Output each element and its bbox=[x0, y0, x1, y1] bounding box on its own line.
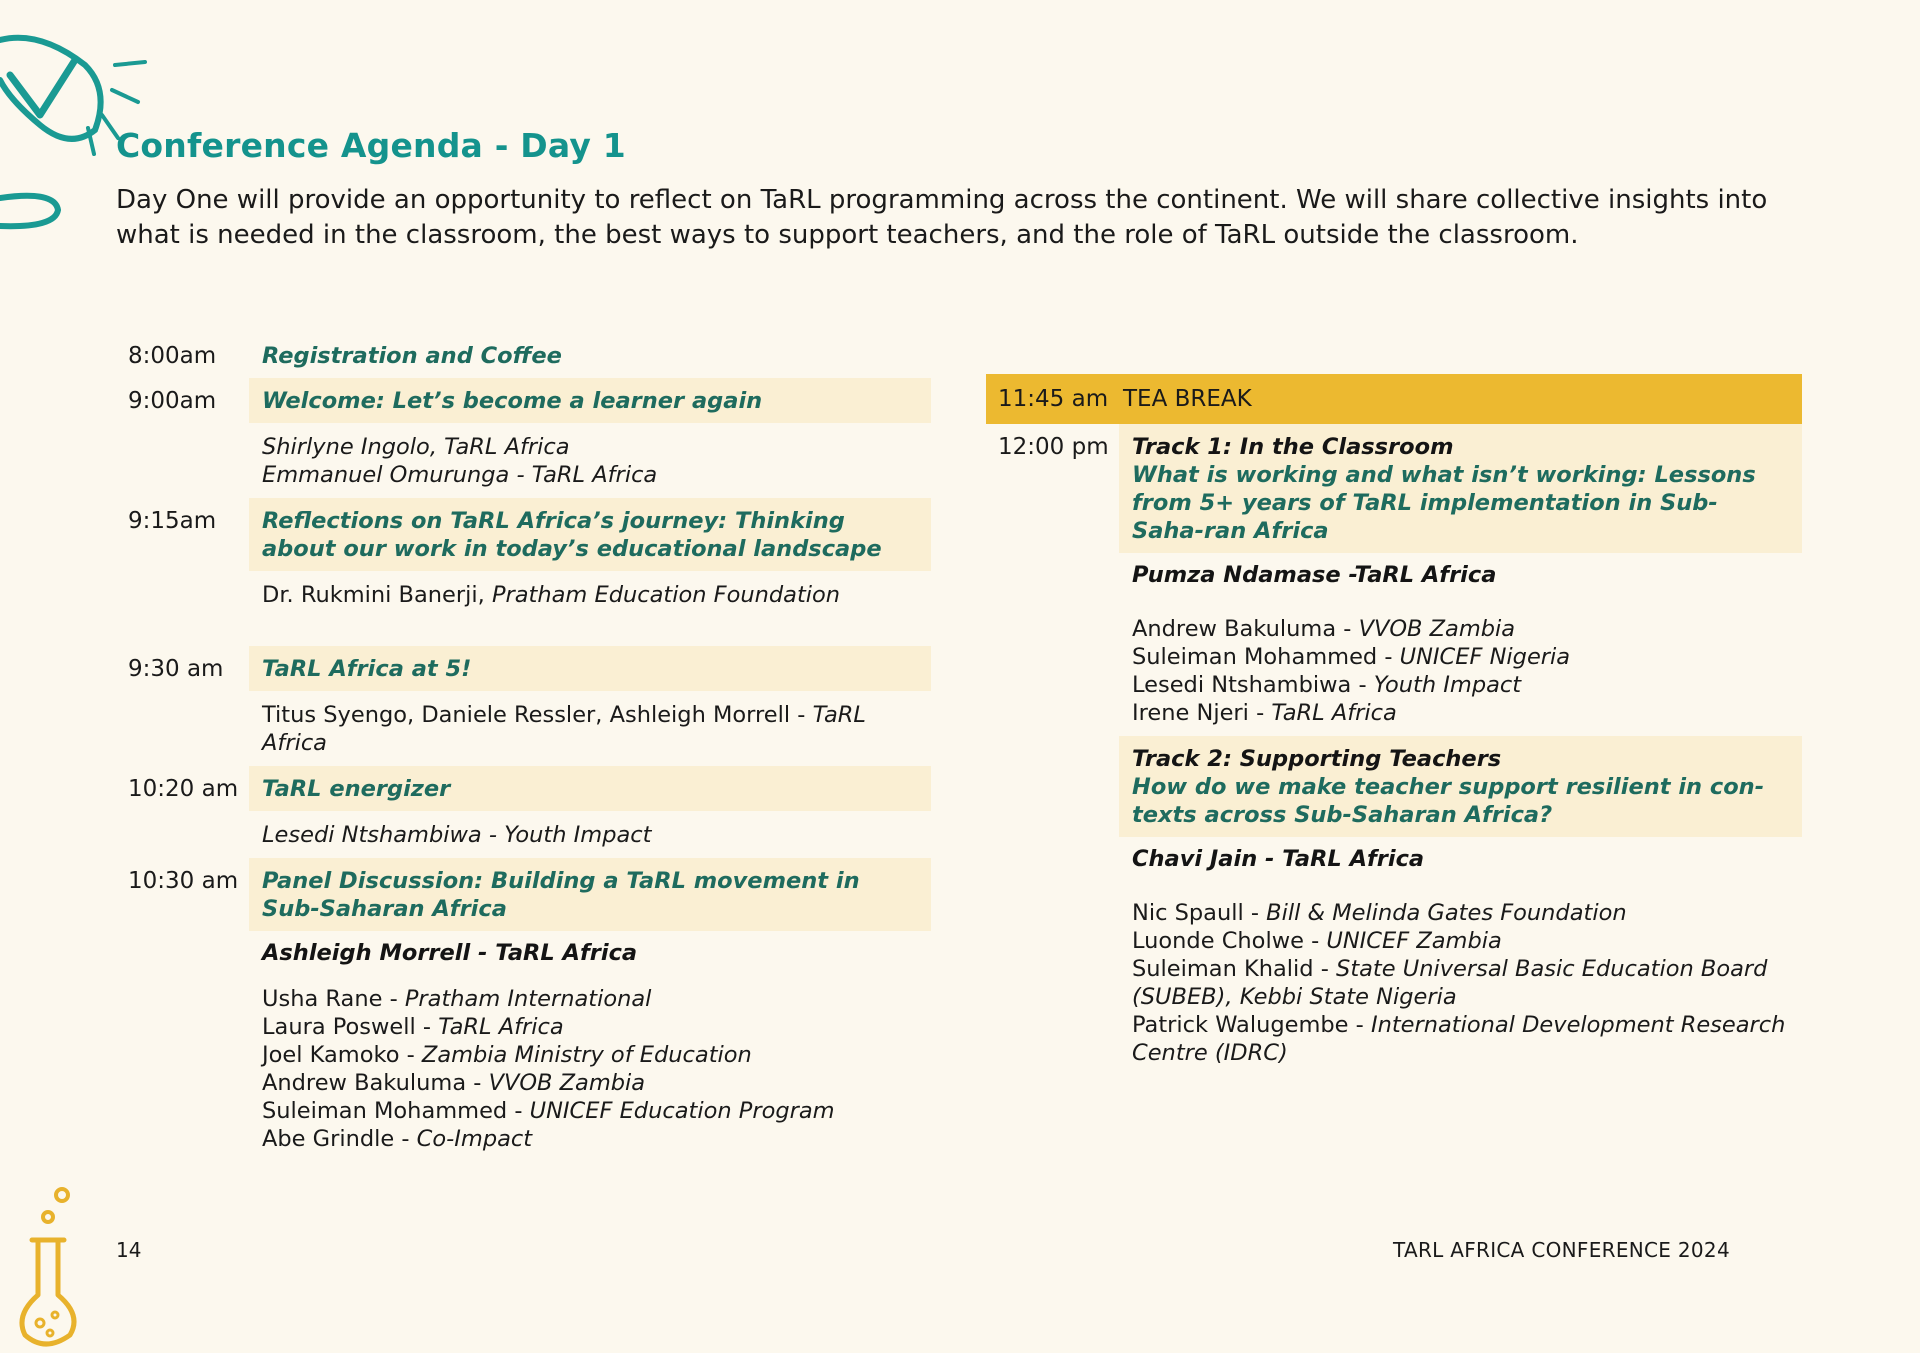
speaker-name: Lesedi Ntshambiwa - bbox=[1132, 672, 1367, 698]
speaker-org: International Development Research Centre (IDRC) bbox=[1132, 1012, 1786, 1066]
session-row bbox=[986, 424, 1802, 1076]
speaker bbox=[262, 1125, 918, 1153]
page-title: Conference Agenda - Day 1 bbox=[116, 126, 626, 165]
session-time: 11:45 am bbox=[998, 386, 1109, 412]
speaker-name: Suleiman Khalid - bbox=[1132, 956, 1329, 982]
speaker-org: TaRL Africa bbox=[262, 702, 866, 756]
speaker-org: State Universal Basic Education Board (SUBEB), Kebbi State Nigeria bbox=[1132, 956, 1768, 1010]
speaker-org: TaRL Africa bbox=[438, 1014, 564, 1040]
speaker-org: Co-Impact bbox=[416, 1126, 533, 1152]
speaker bbox=[262, 581, 918, 609]
speaker-name: Luonde Cholwe - bbox=[1132, 928, 1320, 954]
session-time: 12:00 pm bbox=[998, 434, 1109, 460]
speaker-name: Titus Syengo, Daniele Ressler, Ashleigh Morrell - bbox=[262, 702, 806, 728]
flask-doodle-icon bbox=[10, 1185, 90, 1353]
session-time: 8:00am bbox=[128, 343, 217, 369]
session-time: 10:30 am bbox=[128, 868, 239, 894]
speaker-list bbox=[249, 811, 931, 858]
speaker: Emmanuel Omurunga - TaRL Africa bbox=[262, 462, 658, 488]
speaker-org: Zambia Ministry of Education bbox=[421, 1042, 752, 1068]
speaker-org: Bill & Melinda Gates Foundation bbox=[1266, 900, 1627, 926]
speaker bbox=[262, 1069, 918, 1097]
moderator: Pumza Ndamase -TaRL Africa bbox=[1132, 562, 1497, 588]
speaker-name: Nic Spaull - bbox=[1132, 900, 1259, 926]
speaker-org: UNICEF Zambia bbox=[1326, 928, 1502, 954]
session-time: 9:00am bbox=[128, 388, 217, 414]
speaker-name: Irene Njeri - bbox=[1132, 700, 1265, 726]
speaker: Lesedi Ntshambiwa - Youth Impact bbox=[262, 822, 652, 848]
speaker-list bbox=[249, 975, 931, 1162]
speaker bbox=[1132, 671, 1789, 699]
speaker-org: UNICEF Education Program bbox=[529, 1098, 835, 1124]
session-row bbox=[116, 378, 931, 498]
agenda-left-column bbox=[116, 333, 931, 1162]
track-2-box bbox=[1119, 736, 1802, 837]
speaker-name: Abe Grindle - bbox=[262, 1126, 410, 1152]
intro-paragraph: Day One will provide an opportunity to reflect on TaRL programming across the continent. We will share collective insights into what is needed in the classroom, the best ways to support teachers, and the role of TaRL outside the classroom. bbox=[116, 185, 1768, 250]
session-title: What is working and what isn’t working: Lessons from 5+ years of TaRL implementation in Sub-Saha-ran Africa bbox=[1132, 462, 1756, 544]
track-1-box bbox=[1119, 424, 1802, 553]
session-row bbox=[116, 766, 931, 858]
speaker-list bbox=[249, 423, 931, 498]
speaker-list bbox=[1119, 881, 1802, 1076]
speaker-name: Joel Kamoko - bbox=[262, 1042, 415, 1068]
speaker-org: Pratham Education Foundation bbox=[491, 582, 841, 608]
session-time: 10:20 am bbox=[128, 776, 239, 802]
speaker-org: VVOB Zambia bbox=[488, 1070, 646, 1096]
speaker-name: Laura Poswell - bbox=[262, 1014, 432, 1040]
speaker bbox=[1132, 927, 1789, 955]
speaker-name: Suleiman Mohammed - bbox=[1132, 644, 1393, 670]
session-title: Welcome: Let’s become a learner again bbox=[249, 378, 931, 423]
moderator: Chavi Jain - TaRL Africa bbox=[1132, 846, 1425, 872]
speaker bbox=[1132, 643, 1789, 671]
session-title: Panel Discussion: Building a TaRL movement in Sub-Saharan Africa bbox=[249, 858, 931, 931]
speaker bbox=[262, 1097, 918, 1125]
speaker bbox=[1132, 1011, 1789, 1067]
speaker-org: UNICEF Nigeria bbox=[1399, 644, 1571, 670]
speaker-name: Dr. Rukmini Banerji, bbox=[262, 582, 485, 608]
session-title: Registration and Coffee bbox=[262, 343, 562, 369]
speaker bbox=[262, 985, 918, 1013]
speaker-name: Andrew Bakuluma - bbox=[1132, 616, 1352, 642]
speaker-name: Usha Rane - bbox=[262, 986, 398, 1012]
session-row bbox=[116, 333, 931, 378]
speaker-name: Patrick Walugembe - bbox=[1132, 1012, 1364, 1038]
speaker bbox=[1132, 899, 1789, 927]
agenda-right-column bbox=[986, 374, 1802, 1076]
footer-title: TARL AFRICA CONFERENCE 2024 bbox=[1393, 1238, 1730, 1262]
page-number: 14 bbox=[116, 1238, 142, 1262]
speaker-list bbox=[249, 571, 931, 618]
session-row bbox=[116, 858, 931, 1162]
track-label: Track 1: In the Classroom bbox=[1132, 434, 1454, 460]
speaker-org: Youth Impact bbox=[1373, 672, 1522, 698]
session-title: TaRL energizer bbox=[249, 766, 931, 811]
track-label: Track 2: Supporting Teachers bbox=[1132, 746, 1502, 772]
tea-break-bar bbox=[986, 374, 1802, 424]
session-title: Reflections on TaRL Africa’s journey: Thinking about our work in today’s educational landscape bbox=[249, 498, 931, 571]
speaker: Shirlyne Ingolo, TaRL Africa bbox=[262, 434, 570, 460]
session-time: 9:30 am bbox=[128, 656, 224, 682]
speaker-org: Pratham International bbox=[404, 986, 652, 1012]
speaker-org: VVOB Zambia bbox=[1358, 616, 1516, 642]
tea-break-label: TEA BREAK bbox=[1123, 386, 1252, 412]
moderator: Ashleigh Morrell - TaRL Africa bbox=[262, 940, 638, 966]
session-row bbox=[116, 498, 931, 646]
speaker-list bbox=[249, 691, 931, 766]
speaker-org: TaRL Africa bbox=[1271, 700, 1397, 726]
speaker-name: Suleiman Mohammed - bbox=[262, 1098, 523, 1124]
session-row bbox=[116, 646, 931, 766]
speaker bbox=[1132, 955, 1789, 1011]
speaker bbox=[262, 1013, 918, 1041]
speaker bbox=[262, 701, 918, 757]
speaker bbox=[262, 1041, 918, 1069]
speaker-list bbox=[1119, 597, 1802, 736]
speaker bbox=[1132, 699, 1789, 727]
swoosh-doodle-icon bbox=[0, 190, 70, 235]
session-title: How do we make teacher support resilient in con-texts across Sub-Saharan Africa? bbox=[1132, 774, 1765, 828]
session-time: 9:15am bbox=[128, 508, 217, 534]
speaker-name: Andrew Bakuluma - bbox=[262, 1070, 482, 1096]
speaker bbox=[1132, 615, 1789, 643]
session-title: TaRL Africa at 5! bbox=[249, 646, 931, 691]
